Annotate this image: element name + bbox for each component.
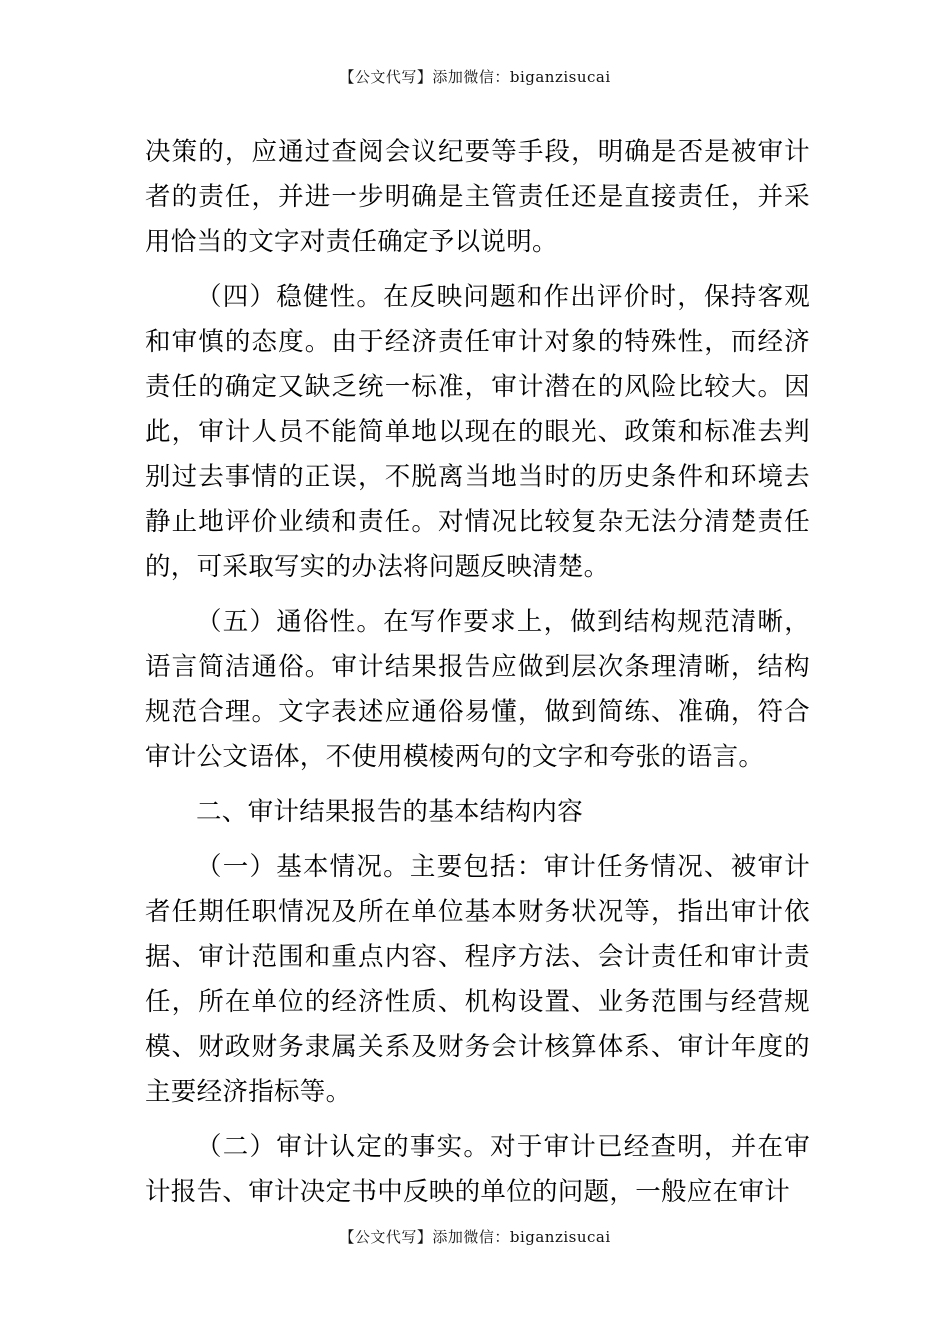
paragraph-accessibility: （五）通俗性。在写作要求上，做到结构规范清晰，语言简洁通俗。审计结果报告应做到层次条理清晰，结构规范合理。文字表述应通俗易懂，做到简练、准确，符合审计公文语体，不使用模棱两句的文字和夸张的语言。 bbox=[145, 607, 810, 772]
paragraph-basic-situation: （一）基本情况。主要包括：审计任务情况、被审计者任期任职情况及所在单位基本财务状况等，指出审计依据、审计范围和重点内容、程序方法、会计责任和审计责任，所在单位的经济性质、机构设置、业务范围与经营规模、财政财务隶属关系及财务会计核算体系、审计年度的主要经济指标等。 bbox=[145, 852, 810, 1107]
paragraph-audit-facts: （二）审计认定的事实。对于审计已经查明，并在审计报告、审计决定书中反映的单位的问题，一般应在审计 bbox=[145, 1132, 810, 1207]
section-heading: 二、审计结果报告的基本结构内容 bbox=[196, 797, 584, 827]
page-footer-watermark: 【公文代写】添加微信：biganzisucai bbox=[339, 1228, 611, 1246]
paragraph-continuation: 决策的，应通过查阅会议纪要等手段，明确是否是被审计者的责任，并进一步明确是主管责任还是直接责任，并采用恰当的文字对责任确定予以说明。 bbox=[145, 137, 810, 257]
paragraph-robustness: （四）稳健性。在反映问题和作出评价时，保持客观和审慎的态度。由于经济责任审计对象的特殊性，而经济责任的确定又缺乏统一标准，审计潜在的风险比较大。因此，审计人员不能简单地以现在的眼光、政策和标准去判别过去事情的正误，不脱离当地当时的历史条件和环境去静止地评价业绩和责任。对情况比较复杂无法分清楚责任的，可采取写实的办法将问题反映清楚。 bbox=[145, 282, 810, 582]
document-body bbox=[145, 130, 810, 1225]
page-header-watermark: 【公文代写】添加微信：biganzisucai bbox=[339, 68, 611, 86]
